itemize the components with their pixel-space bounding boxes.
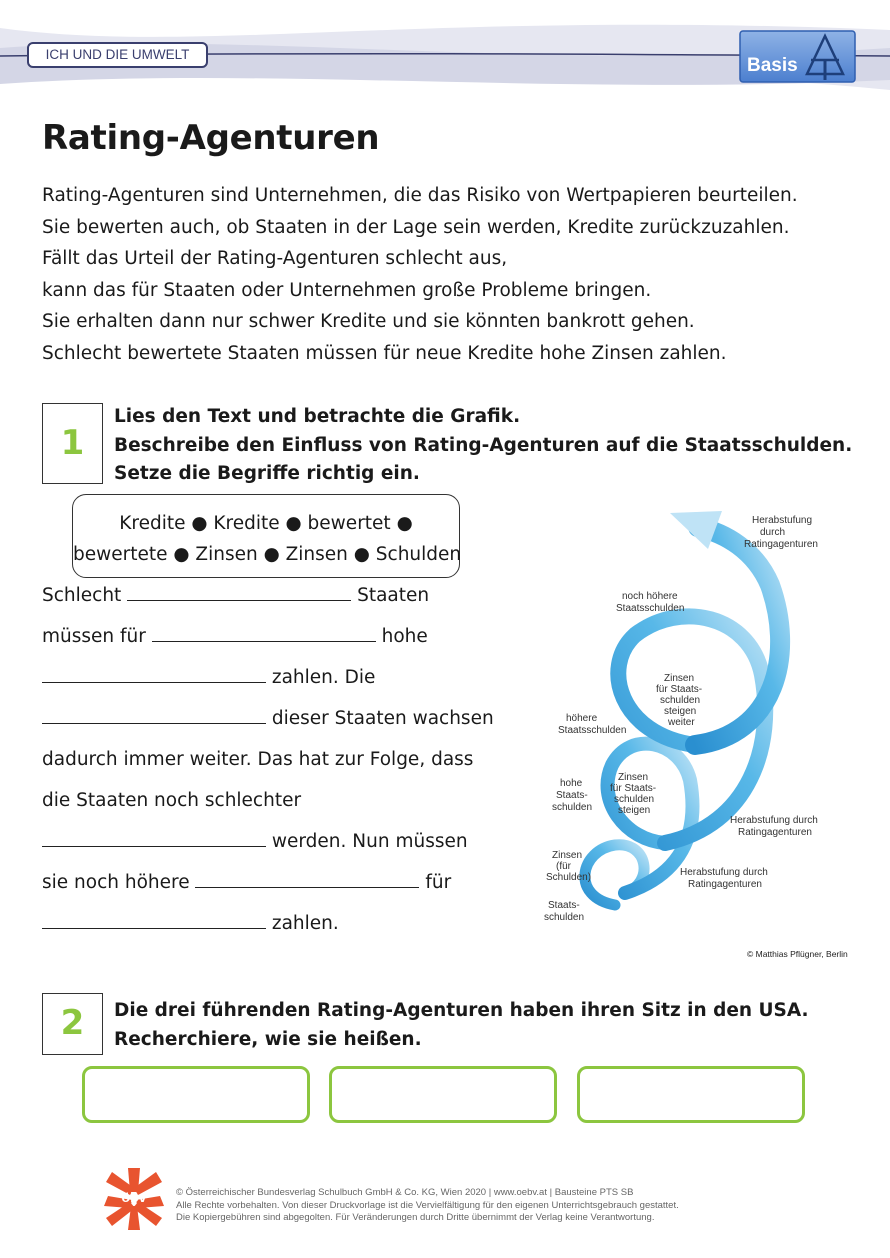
cloze-blank[interactable] [42,663,266,683]
oebv-logo-text: öbv [121,1189,147,1205]
answer-field-2[interactable] [329,1066,557,1123]
svg-text:hoheStaats-schulden: hohe Staats-schulden [552,778,593,813]
cloze-blank[interactable] [127,581,351,601]
intro-line: Sie erhalten dann nur schwer Kredite und sie könnten bankrott gehen. [42,311,695,332]
word-bank [72,494,460,578]
debt-spiral-graphic [530,505,860,935]
task-1-line: Beschreibe den Einfluss von Rating-Agenturen auf die Staatsschulden. [114,434,853,456]
cloze-blank[interactable] [42,909,266,929]
answer-field-1[interactable] [82,1066,310,1123]
answer-field-3[interactable] [577,1066,805,1123]
word-bank-line: Kredite ● Kredite ● bewertet ● [119,513,413,534]
svg-text:höhereStaatsschulden: höhere Staatsschulden [558,713,627,736]
graphic-credit: © Matthias Pflügner, Berlin [747,949,848,959]
cloze-line: Schlecht Staaten [42,578,494,619]
cloze-line: dadurch immer weiter. Das hat zur Folge, dass [42,749,474,770]
page-title: Rating-Agenturen [42,118,380,158]
intro-line: Fällt das Urteil der Rating-Agenturen schlecht aus, [42,248,508,269]
task-2-instructions [114,997,809,1054]
intro-line: Schlecht bewertete Staaten müssen für neue Kredite hohe Zinsen zahlen. [42,342,727,364]
task-1-instructions [114,403,852,489]
section-tag: ICH UND DIE UMWELT [27,42,208,68]
task-1-number: 1 [42,403,103,484]
cloze-blank[interactable] [152,622,376,642]
svg-text:Herabstufung durchRatingagentu: Herabstufung durch Ratingagenturen [730,815,818,838]
svg-text:HerabstufungdurchRatingagentur: Herabstufung durch Ratingagenturen [744,515,818,550]
task-2-number: 2 [42,993,103,1055]
intro-line: Rating-Agenturen sind Unternehmen, die das Risiko von Wertpapieren beurteilen. [42,185,798,206]
footer-line: Alle Rechte vorbehalten. Von dieser Druckvorlage ist die Vervielfältigung für den eigenen Unterrichtsgebrauch gestattet. [176,1199,679,1211]
basis-label: Basis [747,55,798,76]
svg-text:Zinsenfür Staats-schuldensteig: Zinsen für Staats-schulden steigen [610,772,657,816]
svg-text:Herabstufung durchRatingagentu: Herabstufung durch Ratingagenturen [680,867,768,890]
oebv-logo [104,1168,164,1230]
footer-line: © Österreichischer Bundesverlag Schulbuch GmbH & Co. KG, Wien 2020 | www.oebv.at | Bausteine PTS SB [176,1187,634,1198]
svg-text:Staats-schulden: Staats-schulden [544,900,585,923]
cloze-blank[interactable] [42,827,266,847]
arrow-head-icon [670,511,722,549]
task-2-line: Die drei führenden Rating-Agenturen haben ihren Sitz in den USA. [114,1000,809,1021]
cloze-blank[interactable] [42,704,266,724]
task-1-line: Setze die Begriffe richtig ein. [114,463,420,484]
cloze-line: müssen für hohe [42,619,494,660]
footer-copyright [176,1187,679,1225]
footer-line: Die Kopiergebühren sind abgegolten. Für Veränderungen durch Dritte übernimmt der Verlag keine Verantwortung. [176,1212,655,1223]
cloze-line: werden. Nun müssen [42,824,494,865]
task-2-line: Recherchiere, wie sie heißen. [114,1028,422,1050]
cloze-line: zahlen. [42,906,494,947]
intro-line: kann das für Staaten oder Unternehmen große Probleme bringen. [42,279,652,301]
cloze-line: dieser Staaten wachsen [42,701,494,742]
basis-level-badge [739,30,856,83]
intro-line: Sie bewerten auch, ob Staaten in der Lage sein werden, Kredite zurückzuzahlen. [42,216,790,238]
svg-text:Zinsen(fürSchulden): Zinsen (für Schulden) [546,850,592,883]
cloze-blank[interactable] [195,868,419,888]
cloze-text [42,578,494,947]
cloze-line: zahlen. Die [42,660,494,701]
cloze-line: sie noch höhere für [42,865,494,906]
svg-text:Zinsenfür Staats-schuldensteig: Zinsen für Staats-schulden steigen weiter [656,673,703,728]
svg-text:noch höhereStaatsschulden: noch höhere Staatsschulden [616,591,685,614]
cloze-line: die Staaten noch schlechter [42,790,302,811]
intro-text [42,180,862,369]
task-1-line: Lies den Text und betrachte die Grafik. [114,406,521,427]
word-bank-line: bewertete ● Zinsen ● Zinsen ● Schulden [73,544,462,565]
